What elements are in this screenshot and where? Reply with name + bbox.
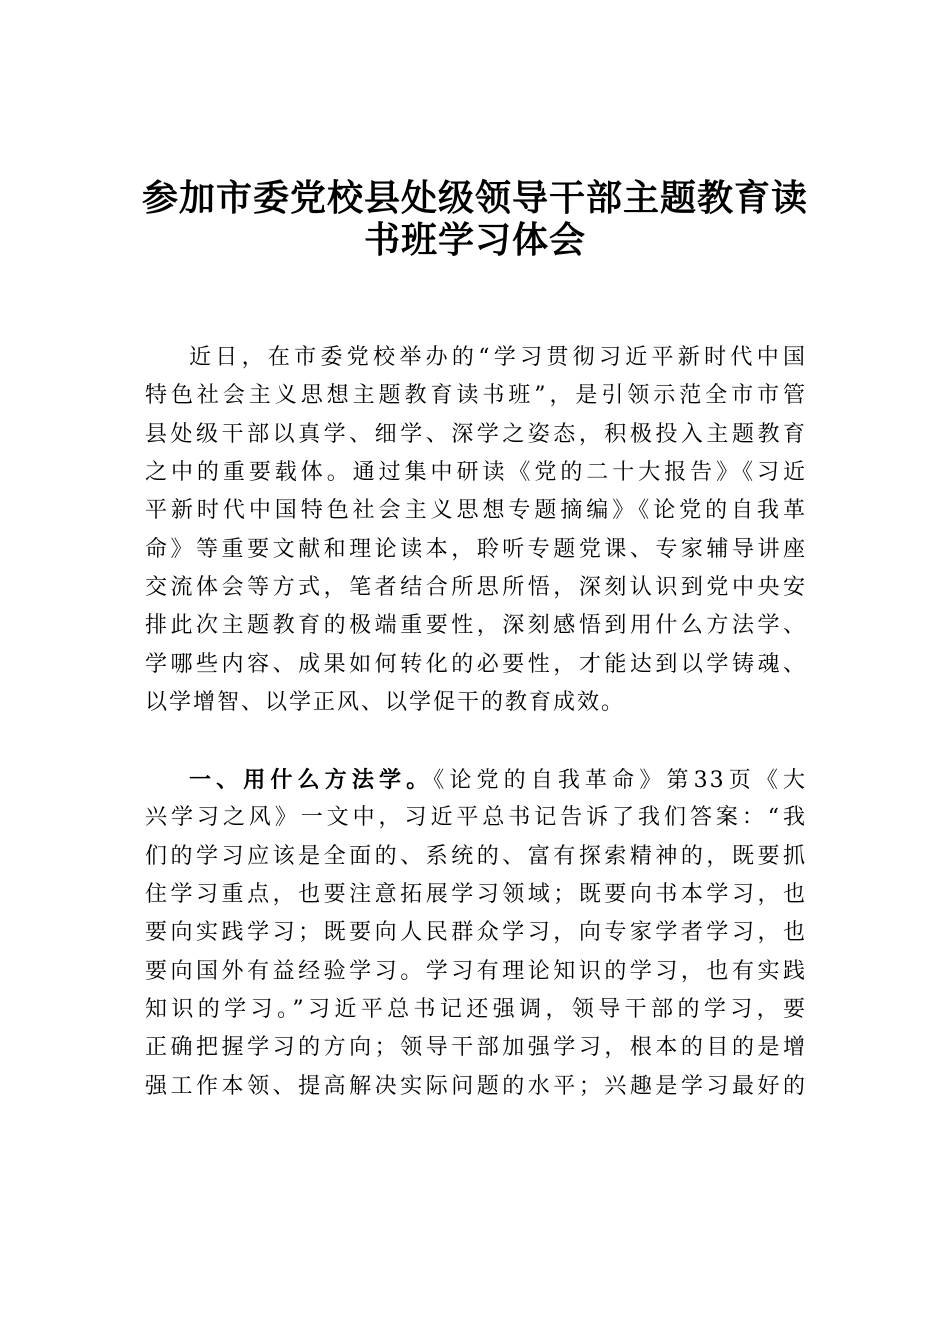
text-line: 强工作本领、提高解决实际问题的水平；兴趣是学习最好的: [145, 1074, 807, 1099]
text-line: 特色社会主义思想主题教育读书班”，是引领示范全市市管: [145, 383, 807, 408]
section-1-first-line: [189, 765, 807, 795]
text-line: 之中的重要载体。通过集中研读《党的二十大报告》《习近: [145, 460, 807, 485]
text-line: 命》等重要文献和理论读本，聆听专题党课、专家辅导讲座: [145, 537, 807, 562]
text-line: 兴学习之风》一文中，习近平总书记告诉了我们答案：“我: [145, 805, 807, 830]
document-title-line-1: 参加市委党校县处级领导干部主题教育读: [141, 177, 808, 219]
text-line: 正确把握学习的方向；领导干部加强学习，根本的目的是增: [145, 1035, 807, 1060]
text-line: 平新时代中国特色社会主义思想专题摘编》《论党的自我革: [145, 498, 807, 523]
text-line: 排此次主题教育的极端重要性，深刻感悟到用什么方法学、: [145, 613, 807, 638]
text-line: 们的学习应该是全面的、系统的、富有探索精神的，既要抓: [145, 844, 807, 869]
text-line: 交流体会等方式，笔者结合所思所悟，深刻认识到党中央安: [145, 575, 807, 600]
text-line: 学哪些内容、成果如何转化的必要性，才能达到以学铸魂、: [145, 652, 807, 677]
text-line: 知识的学习。”习近平总书记还强调，领导干部的学习，要: [145, 997, 807, 1022]
text-line: 县处级干部以真学、细学、深学之姿态，积极投入主题教育: [145, 422, 807, 447]
text-line: 近日，在市委党校举办的“学习贯彻习近平新时代中国: [189, 345, 807, 370]
text-line: 要向国外有益经验学习。学习有理论知识的学习，也有实践: [145, 959, 807, 984]
section-1-heading: 一、用什么方法学。: [189, 767, 434, 793]
text-line: 以学增智、以学正风、以学促干的教育成效。: [145, 690, 626, 715]
text-line: 住学习重点，也要注意拓展学习领域；既要向书本学习，也: [145, 882, 807, 907]
document-title-line-2: 书班学习体会: [363, 219, 586, 261]
section-1-first-line-text: 《论党的自我革命》第33页《大: [433, 768, 807, 793]
text-line: 要向实践学习；既要向人民群众学习，向专家学者学习，也: [145, 920, 807, 945]
